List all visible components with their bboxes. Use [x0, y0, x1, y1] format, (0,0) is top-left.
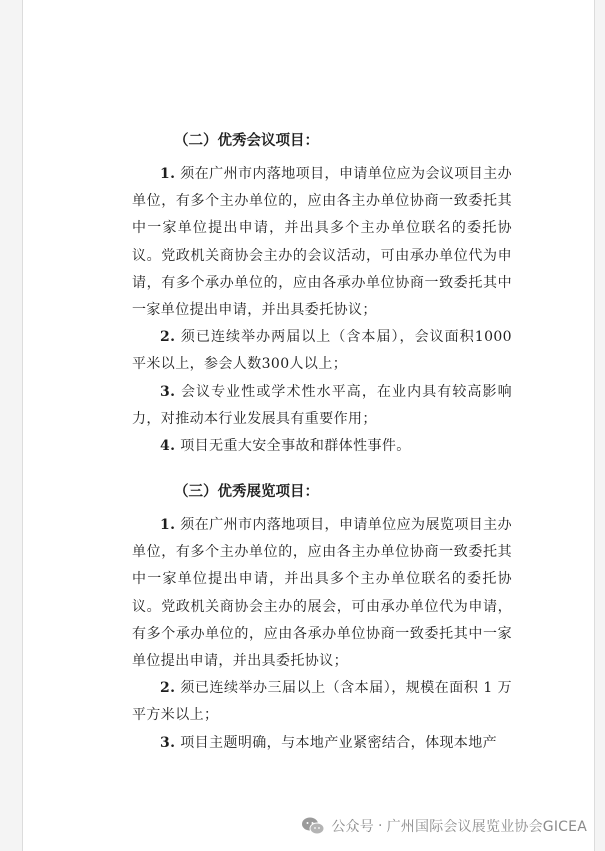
item-number: 1. — [160, 517, 176, 533]
section-heading: （三）优秀展览项目： — [174, 483, 319, 500]
section-excellent-meetings — [132, 131, 512, 460]
item-text: 须在广州市内落地项目，申请单位应为展览项目主办单位，有多个主办单位的，应由各主办单位协商一致委托其中一家单位提出申请，并出具多个主办单位联名的委托协议。党政机关商协会主办的展会，可由承办单位代为申请，有多个承办单位的，应由各承办单位协商一致委托其中一家单位提出申请，并出具委托协议； — [132, 517, 512, 670]
item-text: 须已连续举办三届以上（含本届），规模在面积 1 万平方米以上； — [132, 680, 512, 724]
watermark-account: 广州国际会议展览业协会GICEA — [386, 819, 587, 835]
list-item — [132, 161, 512, 324]
item-text: 项目无重大安全事故和群体性事件。 — [180, 438, 411, 455]
item-text: 项目主题明确，与本地产业紧密结合，体现本地产 — [180, 734, 498, 751]
list-item — [132, 730, 512, 757]
item-number: 3. — [160, 383, 176, 400]
wechat-watermark — [301, 816, 587, 836]
list-item — [132, 433, 512, 460]
list-item — [132, 379, 512, 433]
section-excellent-exhibitions — [132, 482, 512, 757]
list-item — [132, 512, 512, 675]
item-text: 会议专业性或学术性水平高，在业内具有较高影响力，对推动本行业发展具有重要作用； — [132, 383, 512, 427]
wechat-icon — [301, 816, 325, 836]
list-item — [132, 324, 512, 378]
item-number: 2. — [160, 680, 176, 697]
list-item — [132, 675, 512, 729]
item-text: 须已连续举办两届以上（含本届），会议面积1000平米以上，参会人数300人以上； — [132, 329, 512, 373]
watermark-prefix: 公众号 — [331, 819, 374, 835]
document-page — [22, 0, 595, 851]
item-number: 4. — [160, 438, 176, 455]
item-text: 须在广州市内落地项目，申请单位应为会议项目主办单位，有多个主办单位的，应由各主办单位协商一致委托其中一家单位提出申请，并出具多个主办单位联名的委托协议。党政机关商协会主办的会议活动，可由承办单位代为申请，有多个承办单位的，应由各承办单位协商一致委托其中一家单位提出申请，并出具委托协议； — [132, 166, 512, 319]
item-number: 3. — [160, 734, 176, 751]
watermark-separator: · — [377, 818, 383, 834]
item-number: 1. — [160, 166, 176, 182]
item-number: 2. — [160, 329, 176, 346]
section-heading: （二）优秀会议项目： — [174, 132, 319, 149]
